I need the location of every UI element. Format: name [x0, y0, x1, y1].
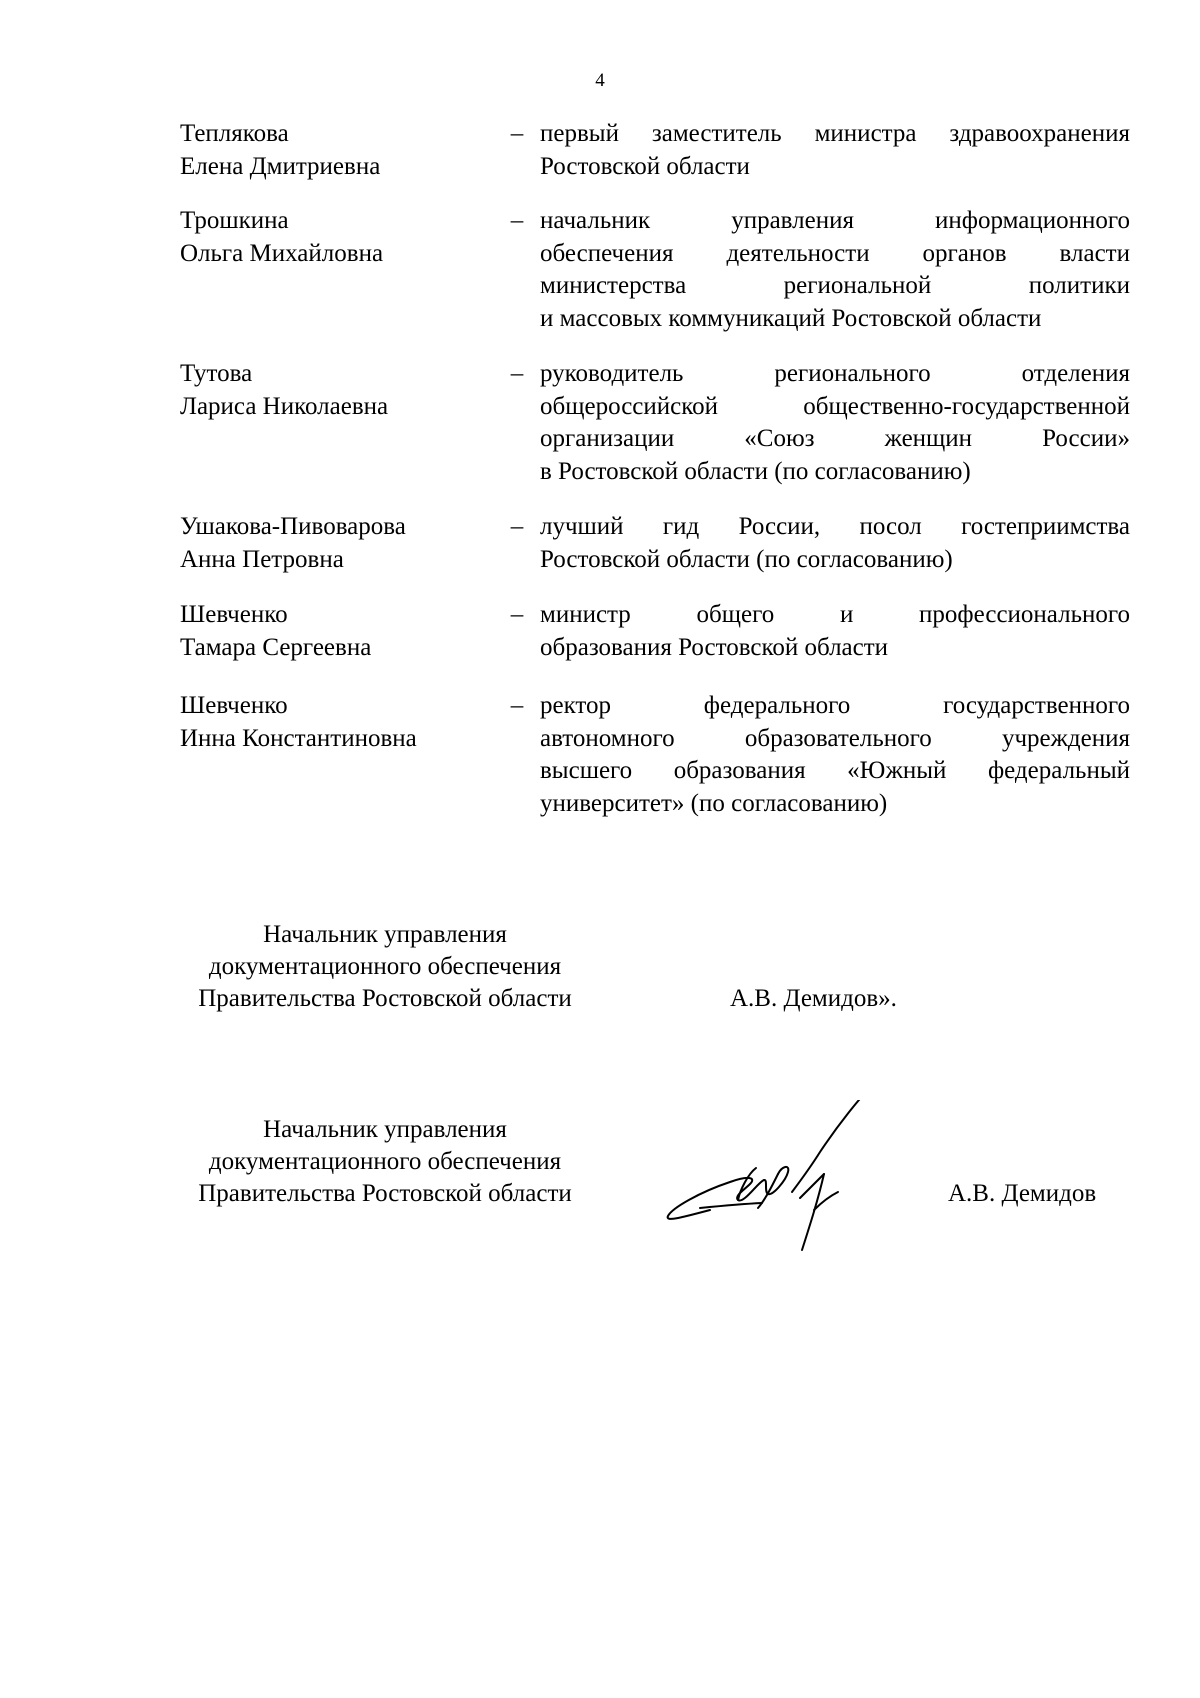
member-role [540, 511, 1130, 576]
member-surname: Шевченко [180, 692, 288, 719]
member-name [180, 205, 500, 270]
role-line: автономного образовательного учреждения [540, 724, 1130, 752]
role-line: первый заместитель министра здравоохранения [540, 120, 1130, 147]
member-name [180, 599, 500, 664]
member-given-names: Ольга Михайловна [180, 239, 384, 267]
member-name [180, 511, 500, 576]
page-number: 4 [595, 70, 605, 91]
position-line: Правительства Ростовской области [198, 1180, 572, 1207]
position-line: документационного обеспечения [208, 1148, 562, 1175]
dash-separator: – [510, 207, 524, 234]
member-surname: Ушакова-Пивоварова [180, 513, 406, 540]
role-line: министр общего и профессионального [540, 601, 1130, 628]
member-given-names: Елена Дмитриевна [180, 152, 381, 180]
role-line: образования Ростовской области [540, 633, 889, 661]
member-given-names: Анна Петровна [180, 545, 344, 573]
member-surname: Трошкина [180, 207, 289, 234]
closing-signer-name: А.В. Демидов». [730, 985, 897, 1012]
position-line: Правительства Ростовской области [198, 985, 572, 1012]
role-line: организации «Союз женщин России» [540, 425, 1130, 452]
role-line: лучший гид России, посол гостеприимства [540, 513, 1130, 540]
position-line: Начальник управления [263, 921, 507, 948]
dash-separator: – [510, 513, 524, 540]
dash-separator: – [510, 360, 524, 387]
role-line: Ростовской области [540, 152, 750, 180]
member-given-names: Инна Константиновна [180, 724, 417, 752]
member-name [180, 358, 500, 423]
role-line: министерства региональной политики [540, 272, 1130, 299]
role-line: начальник управления информационного [540, 207, 1130, 234]
member-role [540, 118, 1130, 183]
role-line: высшего образования «Южный федеральный [540, 757, 1130, 784]
handwritten-signature [660, 1100, 950, 1270]
document-signer-name: А.В. Демидов [948, 1180, 1097, 1207]
member-role [540, 690, 1130, 820]
position-line: документационного обеспечения [208, 953, 562, 980]
member-name [180, 118, 500, 183]
dash-separator: – [510, 692, 524, 719]
role-line: обеспечения деятельности органов власти [540, 239, 1130, 267]
member-given-names: Тамара Сергеевна [180, 633, 372, 661]
member-name [180, 690, 500, 755]
document-signer-position [165, 1114, 605, 1210]
role-line: общероссийской общественно-государственной [540, 392, 1130, 420]
position-line: Начальник управления [263, 1116, 507, 1143]
member-surname: Шевченко [180, 601, 288, 628]
member-role [540, 599, 1130, 664]
member-surname: Теплякова [180, 120, 289, 147]
dash-separator: – [510, 601, 524, 628]
dash-separator: – [510, 120, 524, 147]
member-surname: Тутова [180, 360, 253, 387]
member-role [540, 358, 1130, 488]
role-line: ректор федерального государственного [540, 692, 1130, 719]
role-line: Ростовской области (по согласованию) [540, 545, 953, 573]
closing-signer-position [165, 919, 605, 1015]
role-line: руководитель регионального отделения [540, 360, 1130, 387]
role-line: университет» (по согласованию) [540, 789, 888, 817]
member-role [540, 205, 1130, 335]
role-line: в Ростовской области (по согласованию) [540, 457, 971, 485]
member-given-names: Лариса Николаевна [180, 392, 389, 420]
role-line: и массовых коммуникаций Ростовской области [540, 304, 1042, 332]
